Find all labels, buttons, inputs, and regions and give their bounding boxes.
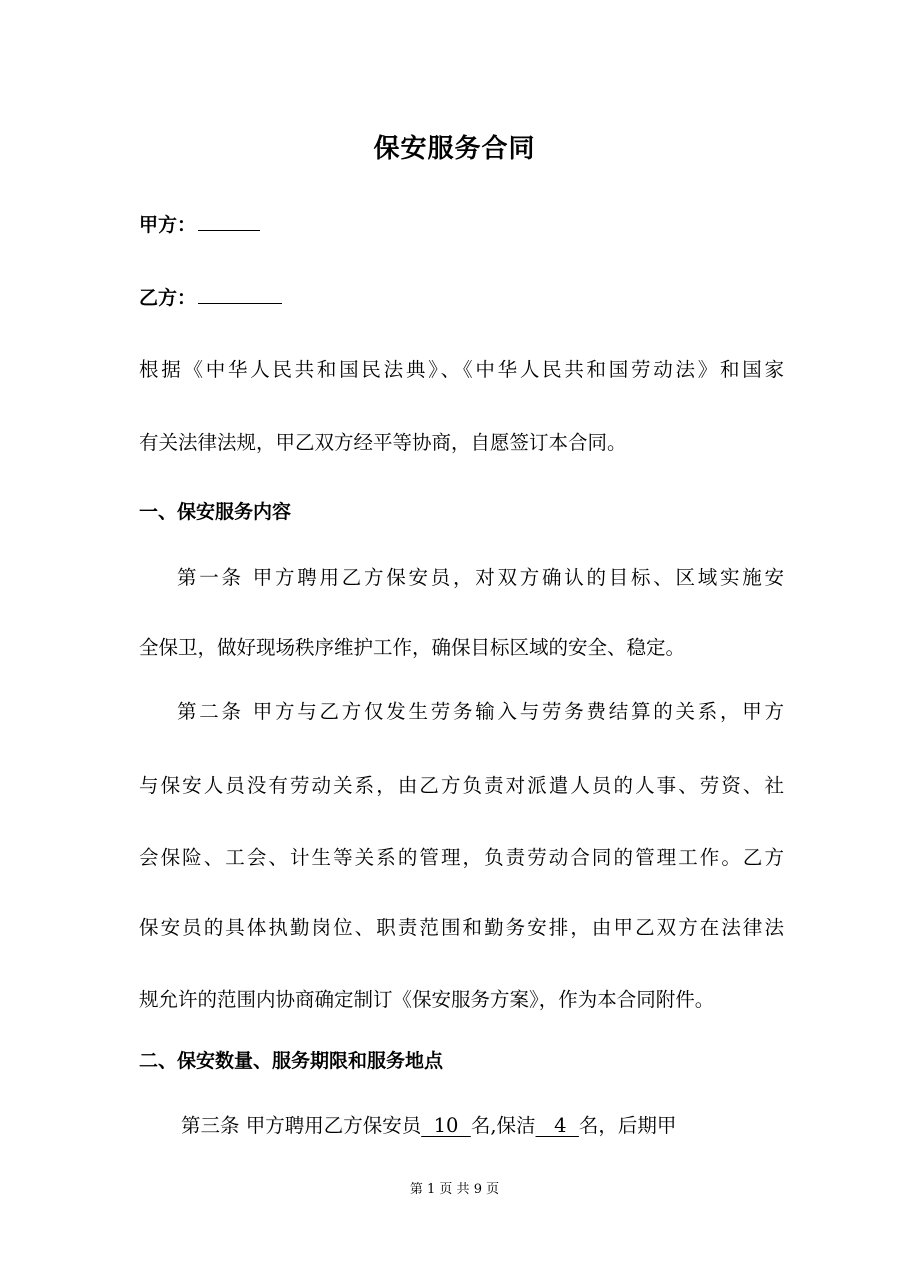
article-1-line-1: 第一条 甲方聘用乙方保安员，对双方确认的目标、区域实施安 xyxy=(177,566,784,589)
article-2-line-2: 与保安人员没有劳动关系，由乙方负责对派遣人员的人事、劳资、社 xyxy=(139,774,784,797)
party-b-label: 乙方： xyxy=(139,287,197,309)
document-title: 保安服务合同 xyxy=(373,134,536,164)
party-a-line xyxy=(139,210,260,237)
article-2-line-5: 规允许的范围内协商确定制订《保安服务方案》，作为本合同附件。 xyxy=(139,988,715,1011)
party-b-line xyxy=(139,283,282,310)
article-2-line-4: 保安员的具体执勤岗位、职责范围和勤务安排，由甲乙双方在法律法 xyxy=(139,916,784,939)
guard-count: 10 xyxy=(421,1114,471,1137)
party-a-label: 甲方： xyxy=(139,214,197,236)
article-1-line-2: 全保卫，做好现场秩序维护工作，确保目标区域的安全、稳定。 xyxy=(139,636,686,659)
article-3-suffix: 名，后期甲 xyxy=(578,1114,677,1137)
preamble-line-2: 有关法律法规，甲乙双方经平等协商，自愿签订本合同。 xyxy=(139,431,627,454)
article-3-line-1 xyxy=(143,1110,788,1138)
article-2-line-1: 第二条 甲方与乙方仅发生劳务输入与劳务费结算的关系，甲方 xyxy=(177,700,784,723)
article-3-middle: 名,保洁 xyxy=(470,1114,536,1137)
party-b-blank xyxy=(198,285,282,304)
section-2-heading: 二、保安数量、服务期限和服务地点 xyxy=(139,1050,444,1072)
preamble-line-1: 根据《中华人民共和国民法典》、《中华人民共和国劳动法》和国家 xyxy=(139,358,784,381)
page-footer: 第 1 页 共 9 页 xyxy=(409,1182,500,1197)
article-3-prefix: 第三条 甲方聘用乙方保安员 xyxy=(181,1114,422,1137)
section-1-heading: 一、保安服务内容 xyxy=(139,501,292,523)
party-a-blank xyxy=(198,212,260,231)
cleaner-count: 4 xyxy=(535,1114,579,1137)
article-2-line-3: 会保险、工会、计生等关系的管理，负责劳动合同的管理工作。乙方 xyxy=(139,846,784,869)
